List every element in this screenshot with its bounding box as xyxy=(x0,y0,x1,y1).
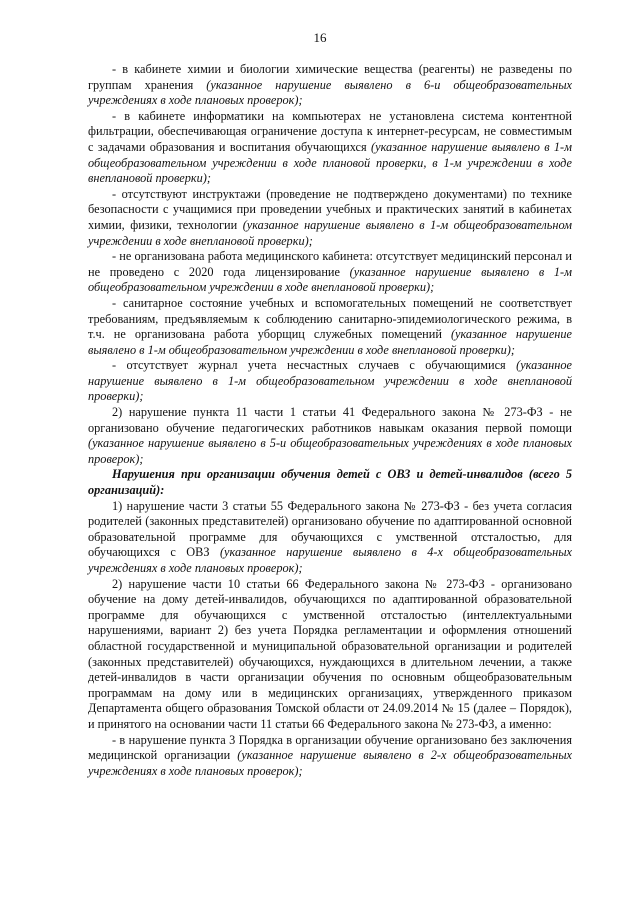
paragraph-text: - санитарное состояние учебных и вспомогательных помещений не соответствует требованиям, предъявляемым к соблюдению санитарно-эпидемиологического режима, в т.ч. не организована работа уборщиц служебных помещений xyxy=(88,295,572,342)
paragraph-text: 2) нарушение пункта 11 части 1 статьи 41 Федерального закона № 273-ФЗ - не организовано обучение педагогических работников навыкам оказания первой помощи xyxy=(88,405,572,435)
paragraph-text: - в кабинете химии и биологии химические вещества (реагенты) не разведены по группам хранения xyxy=(88,62,572,92)
document-body xyxy=(88,62,572,779)
paragraph-note: (указанное нарушение выявлено в 5-и общеобразовательных учреждениях в ходе плановых проверок); xyxy=(88,436,572,466)
paragraph xyxy=(88,499,572,577)
paragraph xyxy=(88,187,572,249)
paragraph-note: (указанное нарушение выявлено в 6-и общеобразовательных учреждениях в ходе плановых проверок); xyxy=(88,77,572,108)
paragraph xyxy=(88,405,572,467)
page-number: 16 xyxy=(313,30,327,45)
paragraph-note: (указанное нарушение выявлено в 1-м общеобразовательном учреждении в ходе внеплановой проверки); xyxy=(88,327,572,357)
paragraph-note: (указанное нарушение выявлено в 1-м общеобразовательном учреждении в ходе внеплановой проверки); xyxy=(88,217,572,248)
paragraph-text: 2) нарушение части 10 статьи 66 Федерального закона № 273-ФЗ - организовано обучение на дому детей-инвалидов, обучающихся по адаптированной образовательной программе для обучающихся с умственной отсталостью (интеллектуальными нарушениями, вариант 2) без учета Порядка регламентации и оформления отношений областной государственной и муниципальной образовательной организации и родителей (законных представителей) обучающихся, нуждающихся в длительном лечении, а также детей-инвалидов в части организации обучения по основным общеобразовательным программам на дому или в медицинских организациях, утвержденного приказом Департамента общего образования Томской области от 24.09.2014 № 15 (далее – Порядок), и принятого на основании части 11 статьи 66 Федерального закона № 273-ФЗ, а именно: xyxy=(88,576,572,731)
paragraph-note: (указанное нарушение выявлено в 1-м общеобразовательном учреждении в ходе плановой проверки, в 1-м учреждении в ходе внеплановой проверки); xyxy=(88,139,572,186)
paragraph-note: (указанное нарушение выявлено в 1-м общеобразовательном учреждении в ходе внеплановой проверки); xyxy=(88,358,572,404)
paragraph-text: - отсутствуют инструктажи (проведение не подтверждено документами) по технике безопасности с учащимися при проведении учебных и практических занятий в кабинетах химии, физики, технологии xyxy=(88,186,572,232)
paragraph xyxy=(88,733,572,780)
paragraph xyxy=(88,577,572,733)
paragraph-text: - не организована работа медицинского кабинета: отсутствует медицинский персонал и не проведено с 2020 года лицензирование xyxy=(88,249,572,279)
paragraph-text: - отсутствует журнал учета несчастных случаев с обучающимися xyxy=(112,358,517,373)
paragraph xyxy=(88,358,572,405)
paragraph xyxy=(88,62,572,109)
paragraph-note: (указанное нарушение выявлено в 2-х общеобразовательных учреждениях в ходе плановых проверок); xyxy=(88,748,572,778)
paragraph-note: (указанное нарушение выявлено в 1-м общеобразовательном учреждении в ходе внеплановой проверки); xyxy=(88,264,572,295)
paragraph xyxy=(88,109,572,187)
section-heading: Нарушения при организации обучения детей с ОВЗ и детей-инвалидов (всего 5 организаций): xyxy=(88,467,572,498)
paragraph xyxy=(88,296,572,358)
paragraph-text: 1) нарушение части 3 статьи 55 Федерального закона № 273-ФЗ - без учета согласия родителей (законных представителей) организовано обучение по адаптированной основной образовательной программе для обучающихся с умственной отсталостью, для обучающихся с ОВЗ xyxy=(88,498,572,560)
paragraph-text: - в нарушение пункта 3 Порядка в организации обучение организовано без заключения медицинской организации xyxy=(88,732,572,763)
paragraph xyxy=(88,249,572,296)
paragraph-text: - в кабинете информатики на компьютерах не установлена система контентной фильтрации, обеспечивающая ограничение доступа к интернет-ресурсам, не совместимым с задачами образования и воспитания обучающихся xyxy=(88,108,572,154)
paragraph-note: (указанное нарушение выявлено в 4-х общеобразовательных учреждениях в ходе плановых проверок); xyxy=(88,545,572,575)
